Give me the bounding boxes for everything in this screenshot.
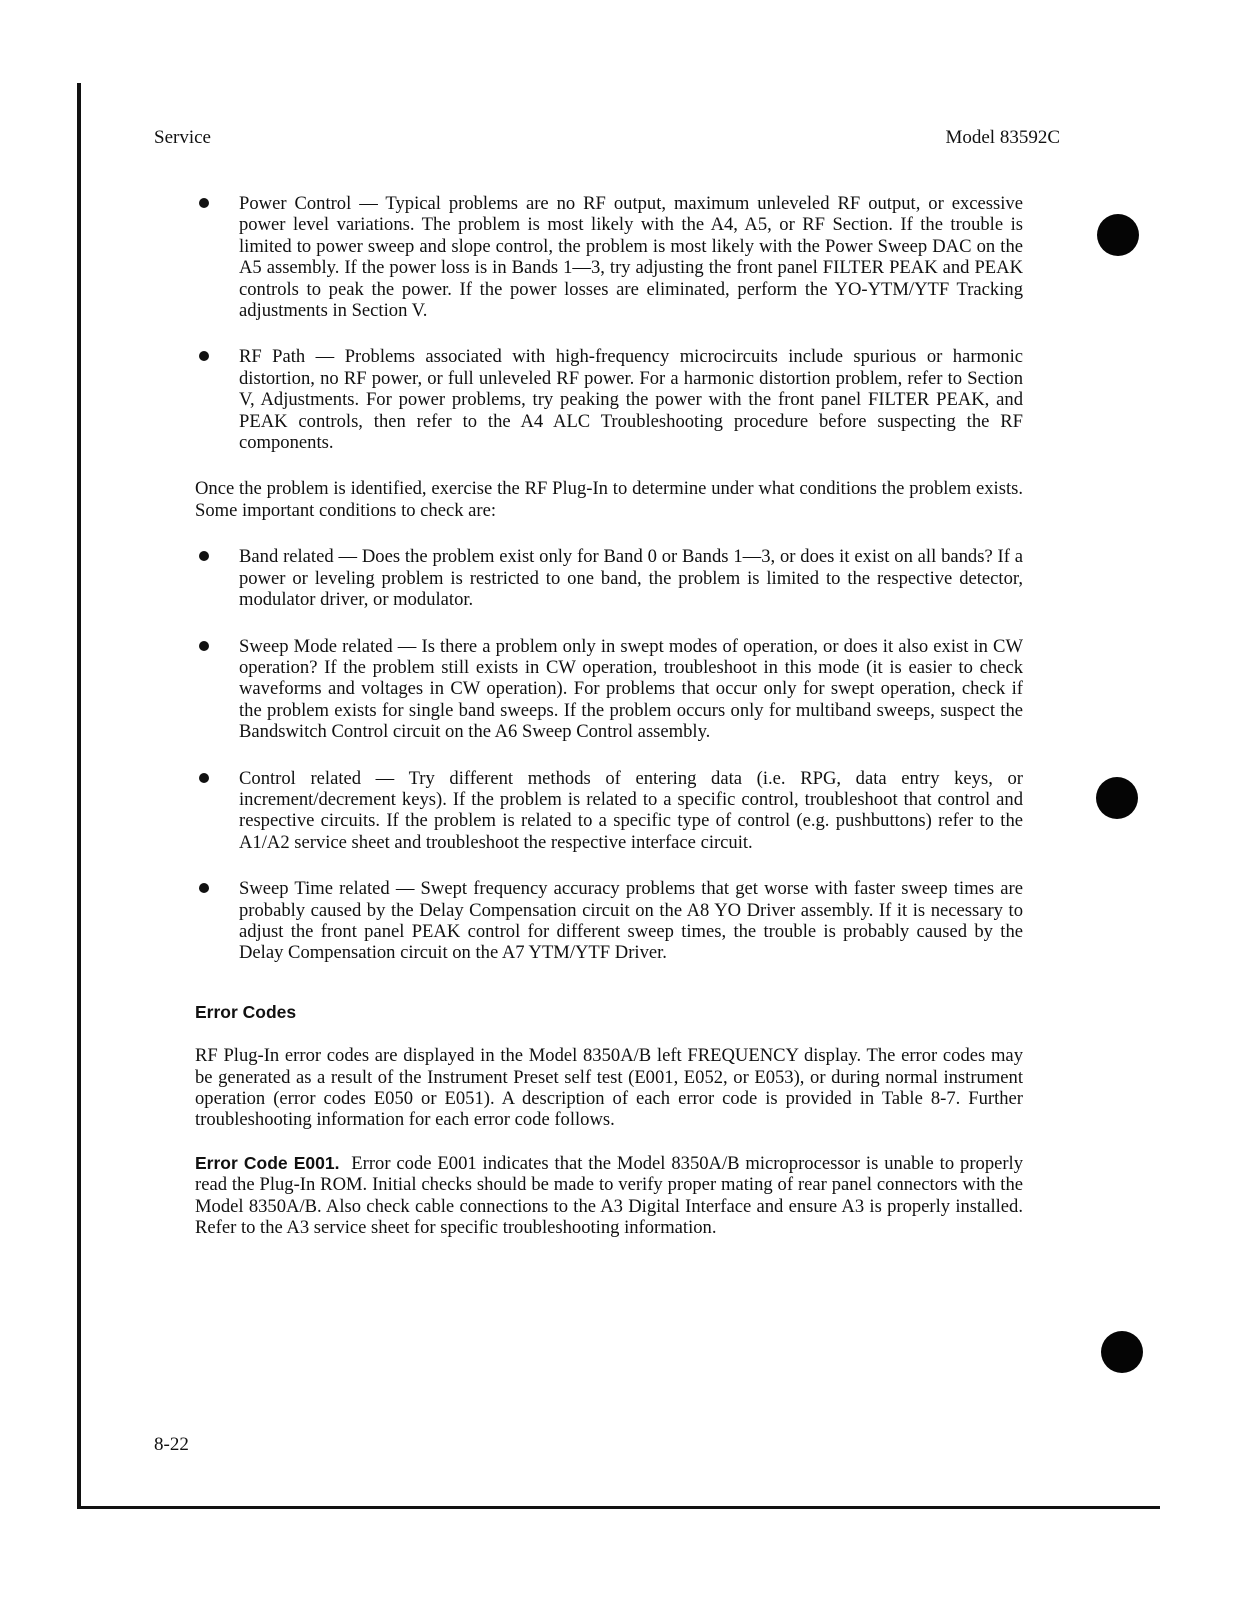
- bullet-dot-icon: [199, 551, 209, 561]
- page-number: 8-22: [154, 1434, 189, 1455]
- bullet-dot-icon: [199, 773, 209, 783]
- bullet-dot-icon: [199, 883, 209, 893]
- bullet-control-related: [195, 768, 1023, 854]
- bullet-text: Power Control — Typical problems are no RF output, maximum unleveled RF output, or excessive power level variations. The problem is most likely with the A4, A5, or RF Section. If the trouble is limited to power sweep and slope control, the problem is most likely with the Power Sweep DAC on the A5 assembly. If the power loss is in Bands 1—3, try adjusting the front panel FILTER PEAK and PEAK controls to peak the power. If the power losses are eliminated, perform the YO-YTM/YTF Tracking adjustments in Section V.: [239, 193, 1023, 322]
- error-code-e001-title: Error Code E001.: [195, 1152, 340, 1173]
- bullet-sweep-mode-related: [195, 636, 1023, 743]
- bullet-sweep-time-related: [195, 878, 1023, 964]
- bullet-text: Sweep Mode related — Is there a problem only in swept modes of operation, or does it also exist in CW operation? If the problem still exists in CW operation, troubleshoot in this mode (it is easier to check waveforms and voltages in CW operation). For problems that occur only for swept operation, check if the problem exists for single band sweeps. If the problem occurs only for multiband sweeps, suspect the Bandswitch Control circuit on the A6 Sweep Control assembly.: [239, 635, 1023, 743]
- header-section: Service: [154, 127, 211, 148]
- bullet-text: RF Path — Problems associated with high-frequency microcircuits include spurious or harmonic distortion, no RF power, or full unleveled RF power. For a harmonic distortion problem, refer to Section V, Adjustments. For power problems, try peaking the power with the front panel FILTER PEAK, and PEAK controls, then refer to the A4 ALC Troubleshooting procedure before suspecting the RF components.: [239, 346, 1023, 454]
- page-body: [195, 193, 1023, 1238]
- scan-bottom-edge: [77, 1506, 1160, 1509]
- error-codes-paragraph: RF Plug-In error codes are displayed in the Model 8350A/B left FREQUENCY display. The error codes may be generated as a result of the Instrument Preset self test (E001, E052, or E053), or during normal instrument operation (error codes E050 or E051). A description of each error code is provided in Table 8-7. Further troubleshooting information for each error code follows.: [195, 1045, 1023, 1131]
- bullet-dot-icon: [199, 351, 209, 361]
- bullet-band-related: [195, 546, 1023, 610]
- binder-hole-top: [1097, 214, 1139, 256]
- bullet-text: Band related — Does the problem exist only for Band 0 or Bands 1—3, or does it exist on all bands? If a power or leveling problem is restricted to one band, the problem is limited to the respective detector, modulator driver, or modulator.: [239, 546, 1023, 611]
- scan-left-edge: [77, 83, 81, 1508]
- bullet-text: Control related — Try different methods of entering data (i.e. RPG, data entry keys, or increment/decrement keys). If the problem is related to a specific control, troubleshoot that control and respective circuits. If the problem is related to a specific type of control (e.g. pushbuttons) refer to the A1/A2 service sheet and troubleshoot the respective interface circuit.: [239, 767, 1023, 853]
- intro-paragraph: Once the problem is identified, exercise the RF Plug-In to determine under what conditions the problem exists. Some important conditions to check are:: [195, 478, 1023, 521]
- binder-hole-bottom: [1101, 1331, 1143, 1373]
- bullet-rf-path: [195, 346, 1023, 453]
- bullet-text: Sweep Time related — Swept frequency accuracy problems that get worse with faster sweep times are probably caused by the Delay Compensation circuit on the A8 YO Driver assembly. If it is necessary to adjust the front panel PEAK control for different sweep times, the trouble is probably caused by the Delay Compensation circuit on the A7 YTM/YTF Driver.: [239, 878, 1023, 964]
- bullet-power-control: [195, 193, 1023, 321]
- error-code-e001-paragraph: [195, 1153, 1023, 1239]
- binder-hole-middle: [1096, 777, 1138, 819]
- error-codes-heading: Error Codes: [195, 1001, 297, 1022]
- header-model: Model 83592C: [945, 127, 1060, 148]
- bullet-dot-icon: [199, 641, 209, 651]
- bullet-dot-icon: [199, 198, 209, 208]
- error-code-e001-text: Error code E001 indicates that the Model 8350A/B microprocessor is unable to properly read the Plug-In ROM. Initial checks should be made to verify proper mating of rear panel connectors with the Model 8350A/B. Also check cable connections to the A3 Digital Interface and ensure A3 is properly installed. Refer to the A3 service sheet for specific troubleshooting information.: [195, 1152, 1024, 1239]
